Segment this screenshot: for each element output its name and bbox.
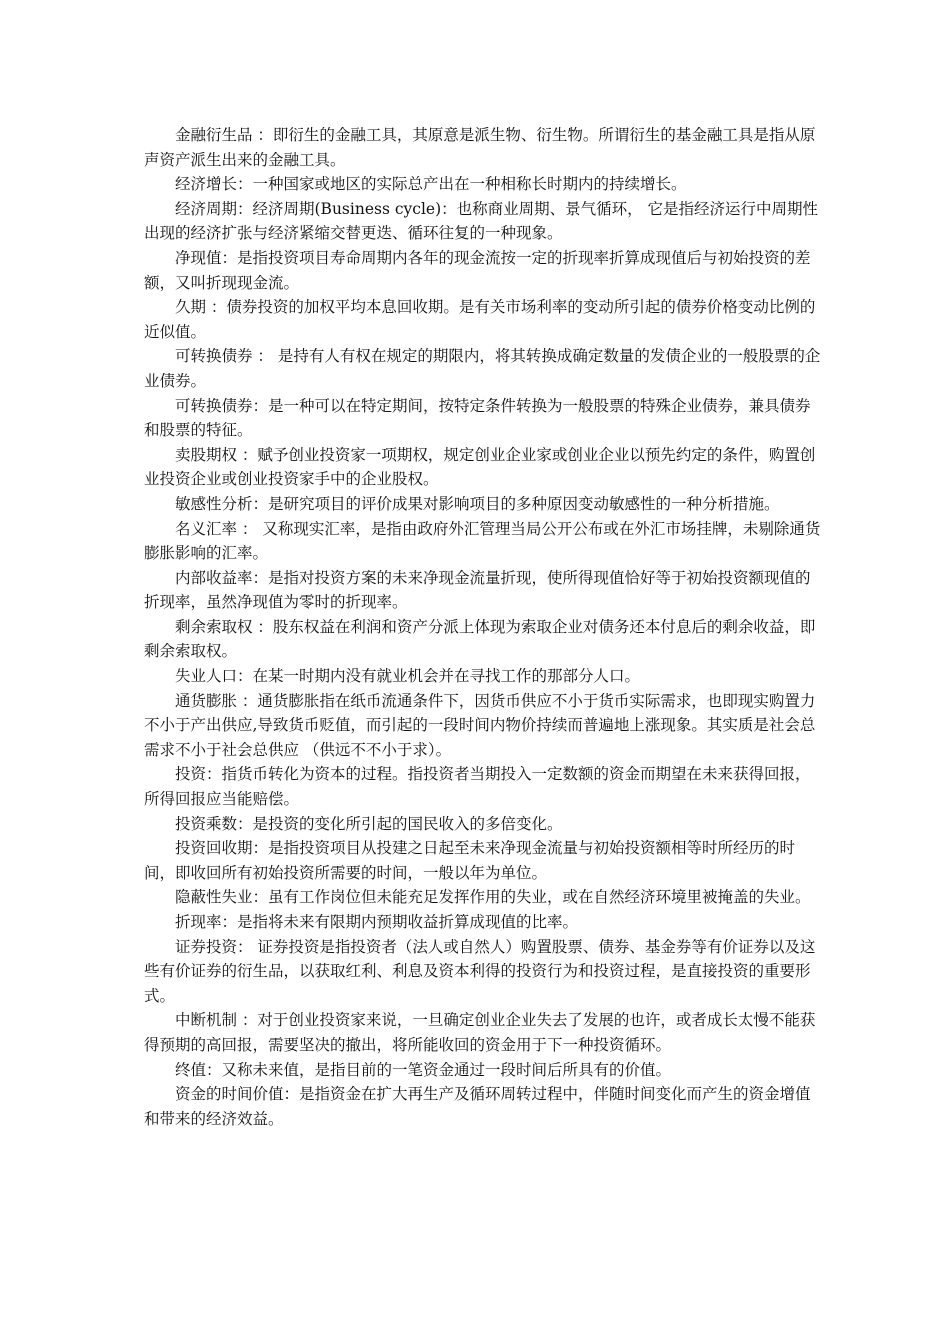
term-entry-future-value: 终值：又称未来值，是指目前的一笔资金通过一段时间后所具有的价值。 bbox=[175, 1060, 672, 1079]
term-entry-inflation: 通货膨胀 ：通货膨胀指在纸币流通条件下，因货币供应不小于货币实际需求，也即现实购置力不小于产出供应,导致货币贬值，而引起的一段时间内物价持续而普遍地上涨现象。其实质是社会总需求不小于社会总供应 （供远不不小于求）。 bbox=[144, 691, 816, 759]
term-entry-investment-multiplier: 投资乘数：是投资的变化所引起的国民收入的多倍变化。 bbox=[175, 814, 563, 833]
term-entry-discount-rate: 折现率：是指将未来有限期内预期收益折算成现值的比率。 bbox=[175, 913, 579, 931]
term-entry-sensitivity-analysis: 敏感性分析：是研究项目的评价成果对影响项目的多种原因变动敏感性的一种分析措施。 bbox=[175, 494, 780, 513]
term-entry-securities-investment: 证券投资： 证券投资是指投资者（法人或自然人）购置股票、债券、基金券等有价证券以及这些有价证券的衍生品，以获取红利、利息及资本利得的投资行为和投资过程，是直接投资的重要形式。 bbox=[144, 937, 816, 1005]
term-entry-duration: 久期 ：债券投资的加权平均本息回收期。是有关市场利率的变动所引起的债券价格变动比例的近似值。 bbox=[144, 298, 816, 341]
term-entry-residual-claim: 剩余索取权 ：股东权益在利润和资产分派上体现为索取企业对债务还本付息后的剩余收益，即剩余索取权。 bbox=[144, 617, 816, 661]
term-entry-exit-mechanism: 中断机制 ：对于创业投资家来说，一旦确定创业企业失去了发展的也许，或者成长太慢不能获得预期的高回报，需要坚决的撤出，将所能收回的资金用于下一种投资循环。 bbox=[144, 1011, 816, 1054]
term-entry-net-present-value: 净现值：是指投资项目寿命周期内各年的现金流按一定的折现率折算成现值后与初始投资的差额，又叫折现现金流。 bbox=[144, 248, 811, 292]
term-entry-economic-growth: 经济增长：一种国家或地区的实际总产出在一种相称长时期内的持续增长。 bbox=[175, 175, 687, 194]
term-entry-business-cycle: 经济周期：经济周期(Business cycle)：也称商业周期、景气循环， 它是指经济运行中周期性出现的经济扩张与经济紧缩交替更迭、循环往复的一种现象。 bbox=[144, 199, 819, 243]
term-entry-hidden-unemployment: 隐蔽性失业：虽有工作岗位但未能充足发挥作用的失业，或在自然经济环境里被掩盖的失业。 bbox=[175, 888, 811, 907]
term-entry-nominal-exchange-rate: 名义汇率 ： 又称现实汇率，是指由政府外汇管理当局公开公布或在外汇市场挂牌，未剔除通货膨胀影响的汇率。 bbox=[144, 519, 821, 563]
term-entry-investment: 投资：指货币转化为资本的过程。指投资者当期投入一定数额的资金而期望在未来获得回报，所得回报应当能赔偿。 bbox=[144, 765, 811, 809]
term-entry-unemployed-population: 失业人口：在某一时期内没有就业机会并在寻找工作的那部分人口。 bbox=[175, 667, 641, 686]
term-entry-financial-derivatives: 金融衍生品 ：即衍生的金融工具，其原意是派生物、衍生物。所谓衍生的基金融工具是指从原声资产派生出来的金融工具。 bbox=[144, 126, 816, 169]
term-entry-payback-period: 投资回收期：是指投资项目从投建之日起至未来净现金流量与初始投资额相等时所经历的时间，即收回所有初始投资所需要的时间，一般以年为单位。 bbox=[144, 839, 796, 882]
term-entry-convertible-bond-1: 可转换债券 ： 是持有人有权在规定的期限内，将其转换成确定数量的发债企业的一般股票的企业债券。 bbox=[144, 347, 821, 390]
term-entry-put-option: 卖股期权 ：赋予创业投资家一项期权，规定创业企业家或创业企业以预先约定的条件，购置创业投资企业或创业投资家手中的企业股权。 bbox=[144, 445, 816, 489]
term-entry-internal-rate-of-return: 内部收益率：是指对投资方案的未来净现金流量折现，使所得现值恰好等于初始投资额现值的折现率，虽然净现值为零时的折现率。 bbox=[144, 568, 811, 612]
term-entry-convertible-bond-2: 可转换债券：是一种可以在特定期间，按特定条件转换为一般股票的特殊企业债券，兼具债券和股票的特征。 bbox=[144, 396, 811, 440]
term-entry-time-value-of-money: 资金的时间价值：是指资金在扩大再生产及循环周转过程中，伴随时间变化而产生的资金增值和带来的经济效益。 bbox=[144, 1085, 811, 1128]
document-body bbox=[144, 123, 824, 1131]
